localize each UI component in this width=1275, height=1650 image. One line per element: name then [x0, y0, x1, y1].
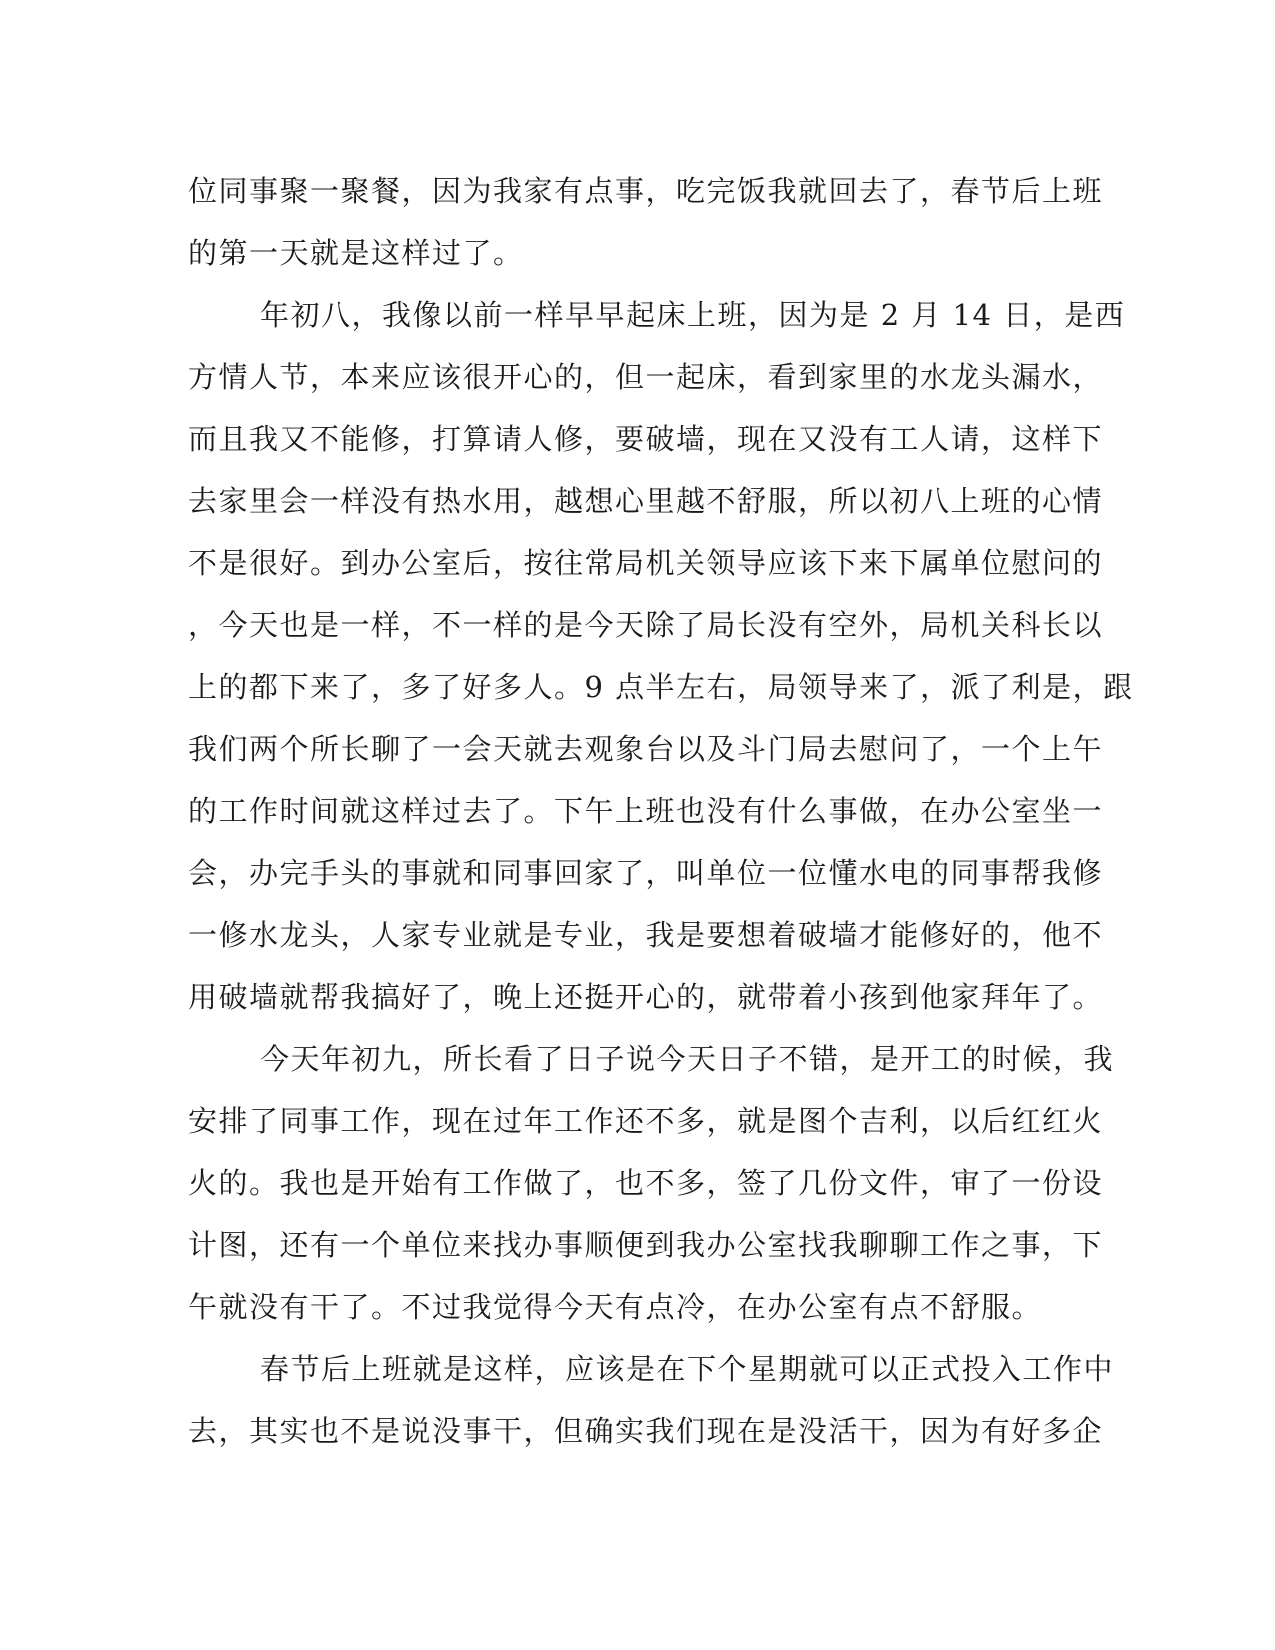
- text-line: 的第一天就是这样过了。: [188, 236, 524, 270]
- text-line: 计图，还有一个单位来找办事顺便到我办公室找我聊聊工作之事，下: [188, 1228, 1104, 1262]
- text-line: 去，其实也不是说没事干，但确实我们现在是没活干，因为有好多企: [188, 1414, 1104, 1448]
- text-line: 位同事聚一聚餐，因为我家有点事，吃完饭我就回去了，春节后上班: [188, 174, 1104, 208]
- text-line: 火的。我也是开始有工作做了，也不多，签了几份文件，审了一份设: [188, 1166, 1104, 1200]
- paragraph-start-line: 今天年初九，所长看了日子说今天日子不错，是开工的时候，我: [260, 1042, 1115, 1076]
- text-line: 而且我又不能修，打算请人修，要破墙，现在又没有工人请，这样下: [188, 422, 1104, 456]
- paragraph-start-line: 年初八，我像以前一样早早起床上班，因为是 2 月 14 日，是西: [260, 298, 1126, 332]
- text-line: 的工作时间就这样过去了。下午上班也没有什么事做，在办公室坐一: [188, 794, 1104, 828]
- text-line: 午就没有干了。不过我觉得今天有点冷，在办公室有点不舒服。: [188, 1290, 1043, 1324]
- text-line: 会，办完手头的事就和同事回家了，叫单位一位懂水电的同事帮我修: [188, 856, 1104, 890]
- body-text: [188, 160, 1134, 1462]
- text-line: 一修水龙头，人家专业就是专业，我是要想着破墙才能修好的，他不: [188, 918, 1104, 952]
- text-line: 方情人节，本来应该很开心的，但一起床，看到家里的水龙头漏水，: [188, 360, 1104, 394]
- text-line: 安排了同事工作，现在过年工作还不多，就是图个吉利，以后红红火: [188, 1104, 1104, 1138]
- text-line: 我们两个所长聊了一会天就去观象台以及斗门局去慰问了，一个上午: [188, 732, 1104, 766]
- text-line: 不是很好。到办公室后，按往常局机关领导应该下来下属单位慰问的: [188, 546, 1104, 580]
- text-line: 上的都下来了，多了好多人。9 点半左右，局领导来了，派了利是，跟: [188, 670, 1134, 704]
- text-line: ，今天也是一样，不一样的是今天除了局长没有空外，局机关科长以: [188, 608, 1104, 642]
- text-line: 去家里会一样没有热水用，越想心里越不舒服，所以初八上班的心情: [188, 484, 1104, 518]
- paragraph-start-line: 春节后上班就是这样，应该是在下个星期就可以正式投入工作中: [260, 1352, 1115, 1386]
- text-line: 用破墙就帮我搞好了，晚上还挺开心的，就带着小孩到他家拜年了。: [188, 980, 1104, 1014]
